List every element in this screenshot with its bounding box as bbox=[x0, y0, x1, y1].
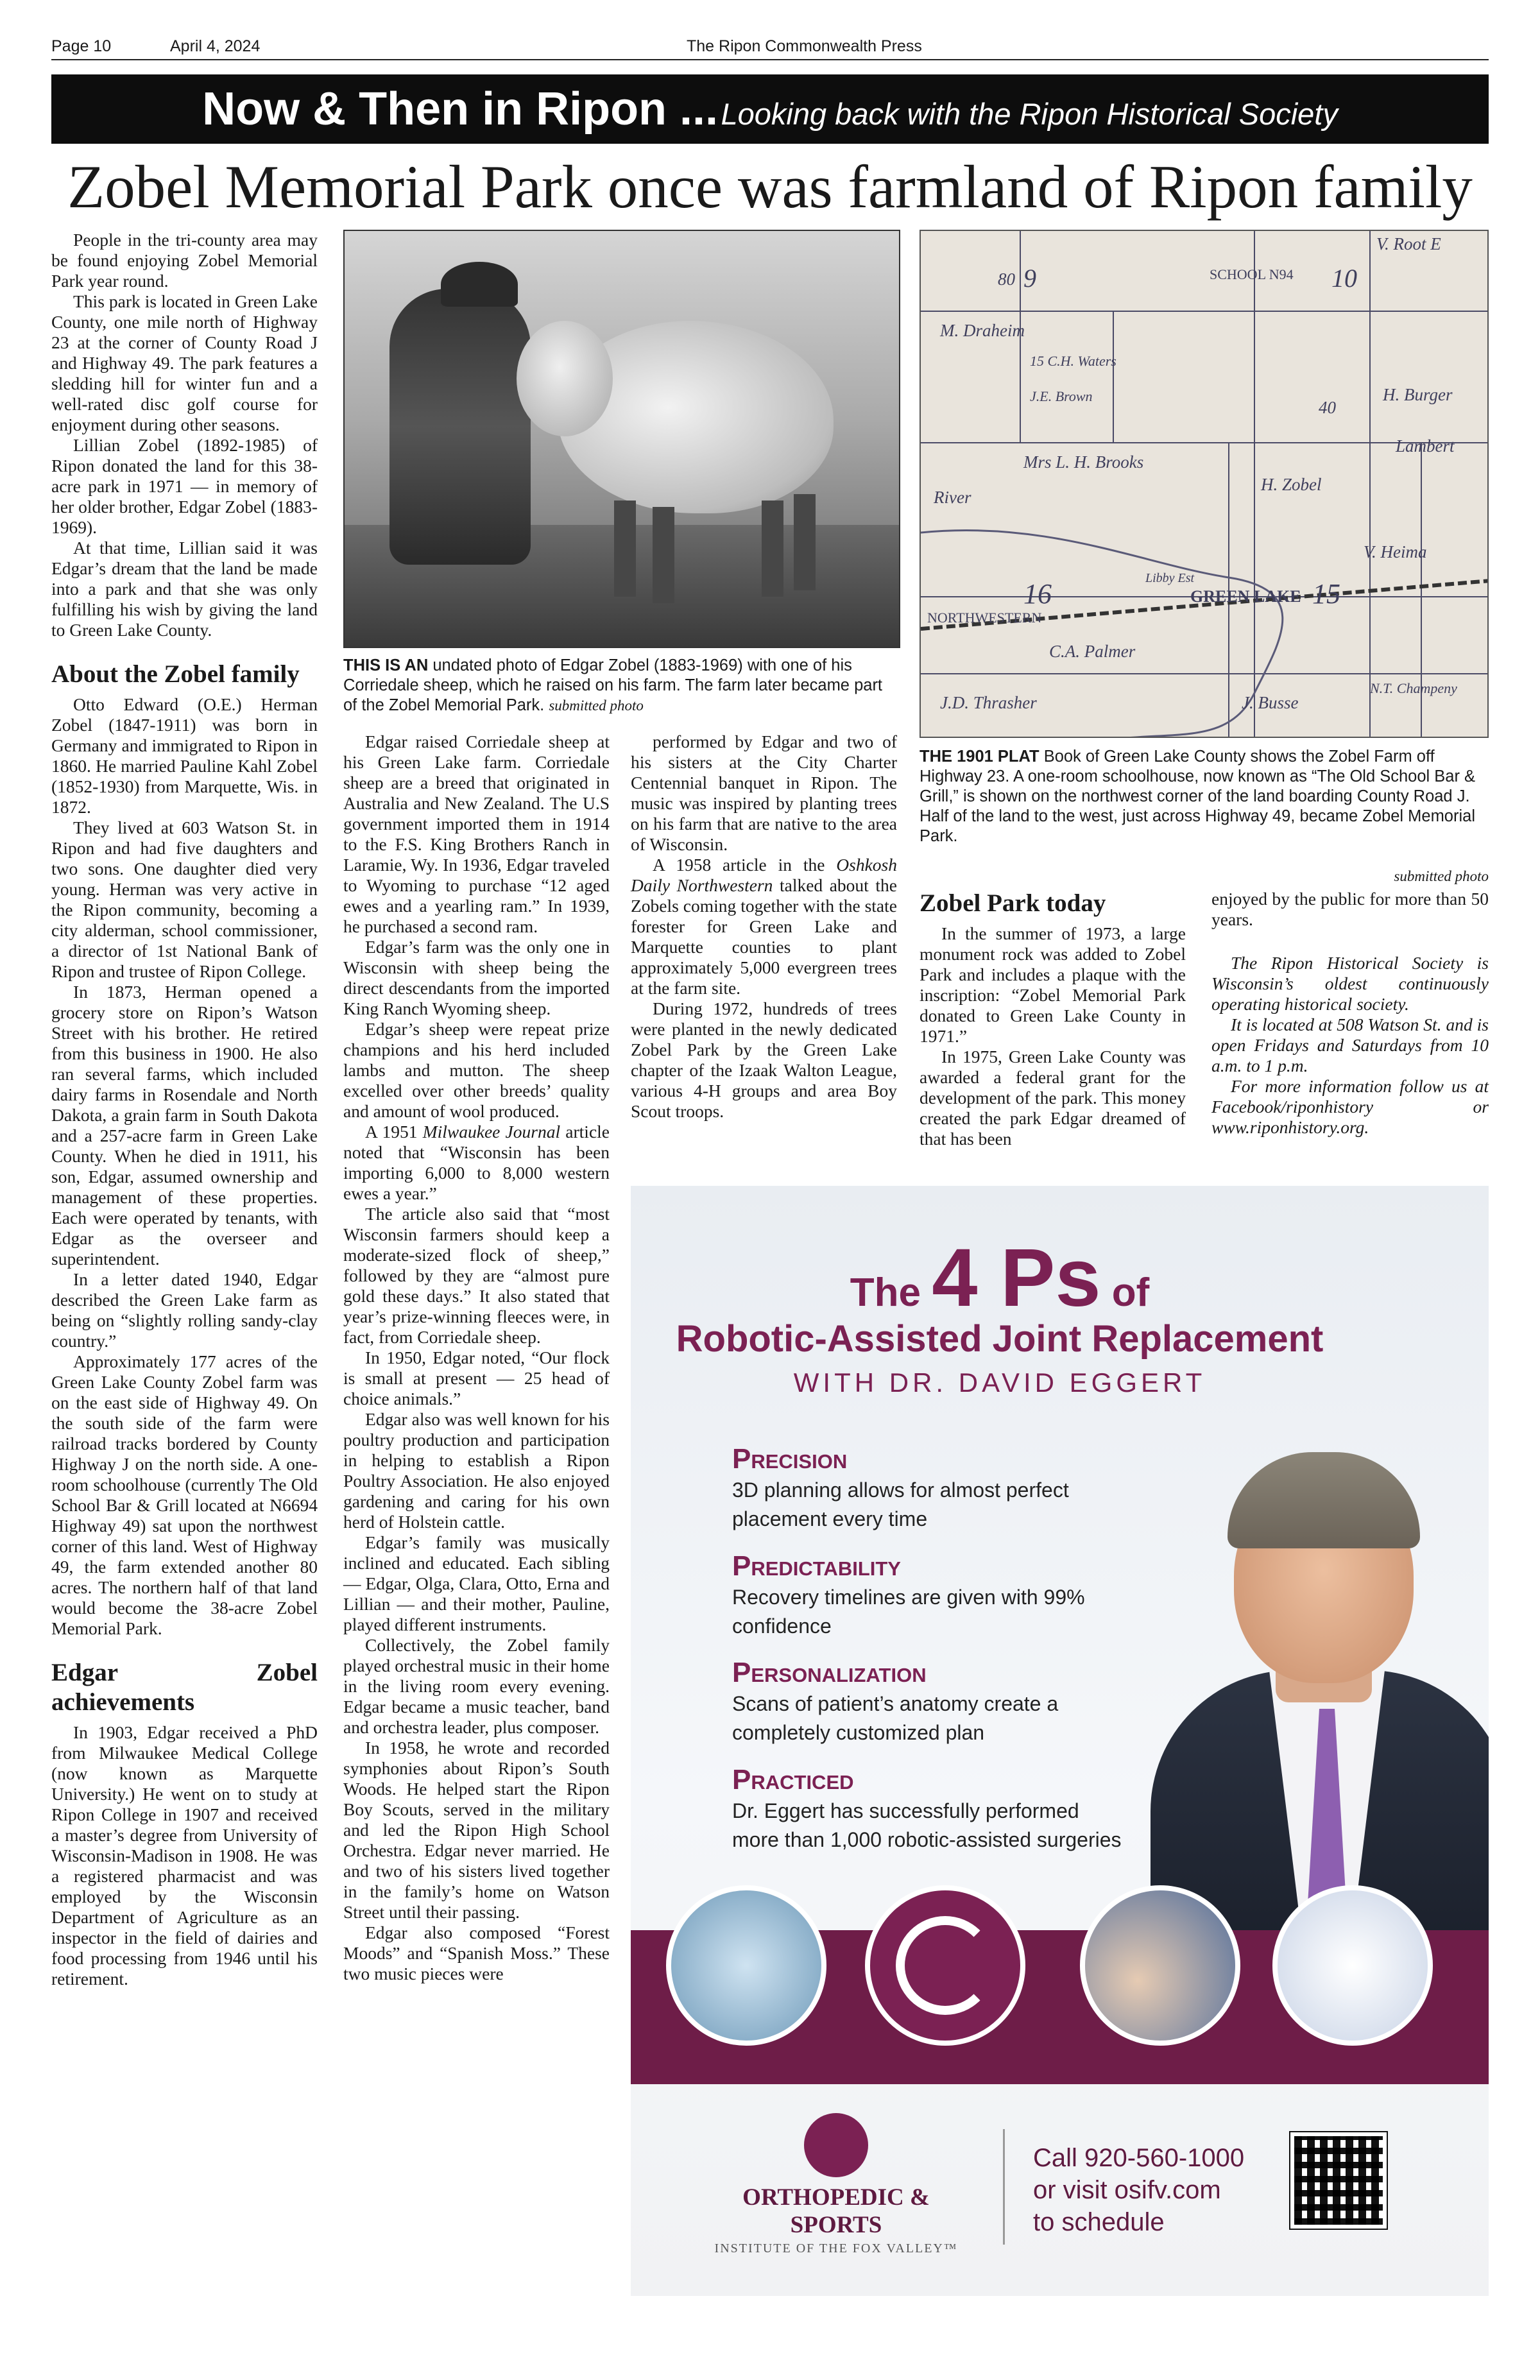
article-headline: Zobel Memorial Park once was farmland of Ripon family bbox=[67, 153, 1473, 221]
hat bbox=[441, 262, 518, 307]
map-label: SCHOOL N94 bbox=[1210, 266, 1294, 282]
map-label: N.T. Champeny bbox=[1370, 680, 1457, 696]
issue-date: April 4, 2024 bbox=[170, 37, 261, 55]
plat-map-1901 bbox=[920, 230, 1489, 738]
ad-point-practiced: Practiced Dr. Eggert has successfully performed more than 1,000 robotic-assisted surgeries bbox=[732, 1764, 1122, 1851]
ad-point-predictability: Predictability Recovery timelines are given with 99% confidence bbox=[732, 1550, 1085, 1638]
map-label: 40 bbox=[1319, 398, 1336, 417]
map-label: River bbox=[934, 488, 971, 507]
paragraph: People in the tri-county area may be found enjoying Zobel Memorial Park year round. bbox=[51, 230, 318, 291]
paragraph: Edgar also composed “Forest Moods” and “Spanish Moss.” These two music pieces were bbox=[343, 1922, 610, 1983]
ad-doctor: WITH DR. DAVID EGGERT bbox=[793, 1367, 1206, 1398]
paragraph: enjoyed by the public for more than 50 years. bbox=[1211, 889, 1489, 929]
map-label: 15 C.H. Waters bbox=[1030, 353, 1116, 369]
article-column-3 bbox=[631, 732, 897, 1181]
paragraph: Edgar’s family was musically inclined and educated. Each sibling — Edgar, Olga, Clara, Otto, Erna and Lillian — and their mother, Pauline, played different instruments. bbox=[343, 1532, 610, 1634]
paragraph: Edgar’s sheep were repeat prize champions and his herd included lambs and mutton. The sheep excelled over other breeds’ quality and amount of wool produced. bbox=[343, 1019, 610, 1121]
banner-subtitle: Looking back with the Ripon Historical Society bbox=[721, 97, 1338, 131]
robot-arm-image bbox=[1272, 1885, 1433, 2046]
article-column-5 bbox=[1211, 889, 1489, 1184]
ad-point-personalization: Personalization Scans of patient’s anatomy create a completely customized plan bbox=[732, 1657, 1059, 1744]
map-label: V. Root E bbox=[1376, 234, 1441, 253]
paragraph: A 1958 article in the Oshkosh Daily Northwestern talked about the Zobels coming together with the state forester for Green Lake and Marquette counties to plant approximately 5,000 evergreen trees at the farm site. bbox=[631, 855, 897, 998]
map-label: Libby Est bbox=[1145, 571, 1195, 585]
subhead-zobel-family: About the Zobel family bbox=[51, 660, 300, 688]
map-label: GREEN LAKE bbox=[1190, 587, 1301, 606]
orthopedic-advertisement bbox=[631, 1186, 1489, 2296]
map-label: M. Draheim bbox=[940, 321, 1025, 340]
map-label: 15 bbox=[1312, 578, 1340, 610]
map-label: 16 bbox=[1023, 578, 1052, 610]
farmer-figure bbox=[389, 289, 531, 565]
paragraph: In 1950, Edgar noted, “Our flock is small at present — 25 head of choice animals.” bbox=[343, 1348, 610, 1408]
article-column-4 bbox=[920, 889, 1186, 1184]
map-label: NORTHWESTERN bbox=[927, 610, 1042, 626]
paragraph: Edgar raised Corriedale sheep at his Green Lake farm. Corriedale sheep are a breed that originated in Australia and New Zealand. The U.S government imported them in 1914 to the F.S. King Brothers Ranch in Laramie, Wy. In 1936, Edgar traveled to Wyoming to purchase “12 aged ewes and a yearling ram.” In 1939, he purchased a second ram. bbox=[343, 732, 610, 936]
paragraph: In 1873, Herman opened a grocery store on Ripon’s Watson Street with his brother. He retired from this business in 1900. He also ran several farms, which included dairy farms in Rosendale and North Dakota, a grain farm in South Dakota and a 257-acre farm in Green Lake County. When he died in 1911, his son, Edgar, assumed ownership and management of these properties. Each were operated by tenants, with Edgar as the overseer and superintendent. bbox=[51, 982, 318, 1269]
call-to-action: Call 920-560-1000 or visit osifv.com to schedule bbox=[1033, 2144, 1245, 2236]
institute-logo: ORTHOPEDIC & SPORTS INSTITUTE OF THE FOX VALLEY™ bbox=[701, 2113, 971, 2254]
map-label: J.E. Brown bbox=[1030, 388, 1093, 404]
paragraph: Otto Edward (O.E.) Herman Zobel (1847-1911) was born in Germany and immigrated to Ripon in 1860. He married Pauline Kahl Zobel (1852-1930) from Marquette, Wis. in 1872. bbox=[51, 694, 318, 817]
ad-subtitle: Robotic-Assisted Joint Replacement bbox=[676, 1318, 1324, 1360]
surgery-image bbox=[1080, 1885, 1240, 2046]
paragraph: Collectively, the Zobel family played orchestral music in their home in the living room every evening. Edgar became a music teacher, band and orchestra leader, plus composer. bbox=[343, 1635, 610, 1737]
subhead-zobel-park-today: Zobel Park today bbox=[920, 889, 1106, 917]
paragraph: Approximately 177 acres of the Green Lake County Zobel farm was on the east side of Highway 49. On the south side of the farm were railroad tracks bordered by County Highway J on the north side. A one-room schoolhouse (currently The Old School Bar & Grill located at N6694 Highway 49) sat upon the northwest corner of this land. West of Highway 49, the farm extended another 80 acres. The northern half of that land would become the 38-acre Zobel Memorial Park. bbox=[51, 1351, 318, 1638]
paragraph: Edgar’s farm was the only one in Wisconsin with sheep being the direct descendants from the imported King Ranch Wyoming sheep. bbox=[343, 937, 610, 1018]
paragraph: The article also said that “most Wisconsin farmers should keep a moderate-sized flock of sheep,” followed by they are “almost pure gold these days.” It also stated that year’s prize-winning fleeces were, in fact, from Corriedale sheep. bbox=[343, 1204, 610, 1347]
divider bbox=[1003, 2129, 1005, 2245]
historical-society-note: It is located at 508 Watson St. and is open Fridays and Saturdays from 10 a.m. to 1 p.m. bbox=[1211, 1014, 1489, 1075]
paragraph: In 1958, he wrote and recorded symphonies about Ripon’s South Woods. He helped start the Ripon Boy Scouts, served in the military and led the Ripon High School Orchestra. Edgar never married. He and two of his sisters lived together in the family’s home on Watson Street until their passing. bbox=[343, 1738, 610, 1922]
paragraph: Lillian Zobel (1892-1985) of Ripon donated the land for this 38-acre park in 1971 — in memory of her older brother, Edgar Zobel (1883-1969). bbox=[51, 435, 318, 537]
paragraph: In 1975, Green Lake County was awarded a federal grant for the development of the park. This money created the park Edgar dreamed of that has been bbox=[920, 1047, 1186, 1149]
map-label: V. Heima bbox=[1364, 542, 1427, 561]
paragraph: performed by Edgar and two of his sisters at the City Charter Centennial banquet in Ripon. The music was inspired by planting trees on his farm that are native to the area of Wisconsin. bbox=[631, 732, 897, 854]
map-lines bbox=[921, 231, 1489, 738]
page-number: Page 10 bbox=[51, 37, 112, 55]
map-label: Lambert bbox=[1396, 436, 1455, 456]
map-label: 10 bbox=[1331, 264, 1357, 293]
subhead-edgar-achievements: Edgar Zobel achievements bbox=[51, 1659, 318, 1716]
doctor-portrait bbox=[1138, 1439, 1489, 1953]
article-column-1 bbox=[51, 230, 318, 2302]
robot-logo-icon bbox=[865, 1885, 1025, 2046]
photo-edgar-with-sheep bbox=[343, 230, 900, 648]
banner-title: Now & Then in Ripon ... bbox=[202, 83, 719, 135]
map-label: H. Zobel bbox=[1261, 475, 1322, 494]
paragraph: This park is located in Green Lake County, one mile north of Highway 23 at the corner of County Road J and Highway 49. The park features a sledding hill for winter fun and a well-rated disc golf course for enjoyment during other seasons. bbox=[51, 291, 318, 434]
historical-society-note: For more information follow us at Facebook/riponhistory or www.riponhistory.org. bbox=[1211, 1076, 1489, 1137]
ad-point-precision: Precision 3D planning allows for almost perfect placement every time bbox=[732, 1443, 1069, 1530]
paragraph: Edgar also was well known for his poultry production and participation in helping to establish a Ripon Poultry Association. He also enjoyed gardening and caring for his own herd of Holstein cattle. bbox=[343, 1409, 610, 1532]
paragraph: In a letter dated 1940, Edgar described the Green Lake farm as being on “slightly rolling sandy-clay country.” bbox=[51, 1269, 318, 1351]
paragraph: In the summer of 1973, a large monument rock was added to Zobel Park and includes a plaque with the inscription: “Zobel Memorial Park donated to Green Lake County in 1971.” bbox=[920, 923, 1186, 1046]
article-column-2 bbox=[343, 732, 610, 2297]
paragraph: A 1951 Milwaukee Journal article noted that “Wisconsin has been importing 6,000 to 8,000 western ewes a year.” bbox=[343, 1122, 610, 1203]
historical-society-note: The Ripon Historical Society is Wisconsin’s oldest continuously operating historical society. bbox=[1211, 953, 1489, 1014]
paragraph: During 1972, hundreds of trees were planted in the newly dedicated Zobel Park by the Green Lake chapter of the Izaak Walton League, various 4-H groups and area Boy Scout troops. bbox=[631, 998, 897, 1121]
map-label: 9 bbox=[1023, 264, 1036, 293]
logo-mark-icon bbox=[804, 2113, 868, 2177]
paragraph: At that time, Lillian said it was Edgar’s dream that the land be made into a park and that she was only fulfilling his wish by giving the land to Green Lake County. bbox=[51, 538, 318, 640]
paragraph: They lived at 603 Watson St. in Ripon and had five daughters and two sons. One daughter died very young. Herman was very active in the Ripon community, becoming a city alderman, school commissioner, a director of 1st National Bank of Ripon and trustee of Ripon College. bbox=[51, 818, 318, 981]
map-label: 80 bbox=[998, 270, 1015, 289]
xray-image bbox=[666, 1885, 826, 2046]
photo-caption: THIS IS AN undated photo of Edgar Zobel (1883-1969) with one of his Corriedale sheep, which he raised on his farm. The farm later became part of the Zobel Memorial Park. submitted photo bbox=[343, 656, 883, 714]
qr-code-icon[interactable] bbox=[1290, 2132, 1387, 2229]
page-folio bbox=[51, 32, 1489, 60]
map-label: C.A. Palmer bbox=[1049, 642, 1136, 661]
section-banner bbox=[51, 74, 1489, 144]
ad-title: The 4 Ps of bbox=[850, 1232, 1150, 1324]
map-credit: submitted photo bbox=[1394, 868, 1489, 884]
map-label: Mrs L. H. Brooks bbox=[1023, 452, 1144, 472]
paragraph: In 1903, Edgar received a PhD from Milwaukee Medical College (now known as Marquette University.) He went on to study at Ripon College in 1907 and received a master’s degree from University of Wisconsin-Madison in 1908. He was a registered pharmacist and was employed by the Wisconsin Department of Agriculture as an inspector in the field of dairies and food processing from 1946 until his retirement. bbox=[51, 1722, 318, 1989]
photo-credit: submitted photo bbox=[549, 698, 644, 714]
map-caption: THE 1901 PLAT Book of Green Lake County shows the Zobel Farm off Highway 23. A one-room schoolhouse, now known as “The Old School Bar & Grill,” is shown on the northwest corner of the land boarding County Road J. Half of the land to the west, just across Highway 49, became Zobel Memorial Park. bbox=[920, 748, 1476, 845]
map-label: J. Busse bbox=[1242, 693, 1299, 712]
map-label: J.D. Thrasher bbox=[940, 693, 1037, 712]
newspaper-name: The Ripon Commonwealth Press bbox=[687, 37, 922, 55]
map-label: H. Burger bbox=[1383, 385, 1453, 404]
